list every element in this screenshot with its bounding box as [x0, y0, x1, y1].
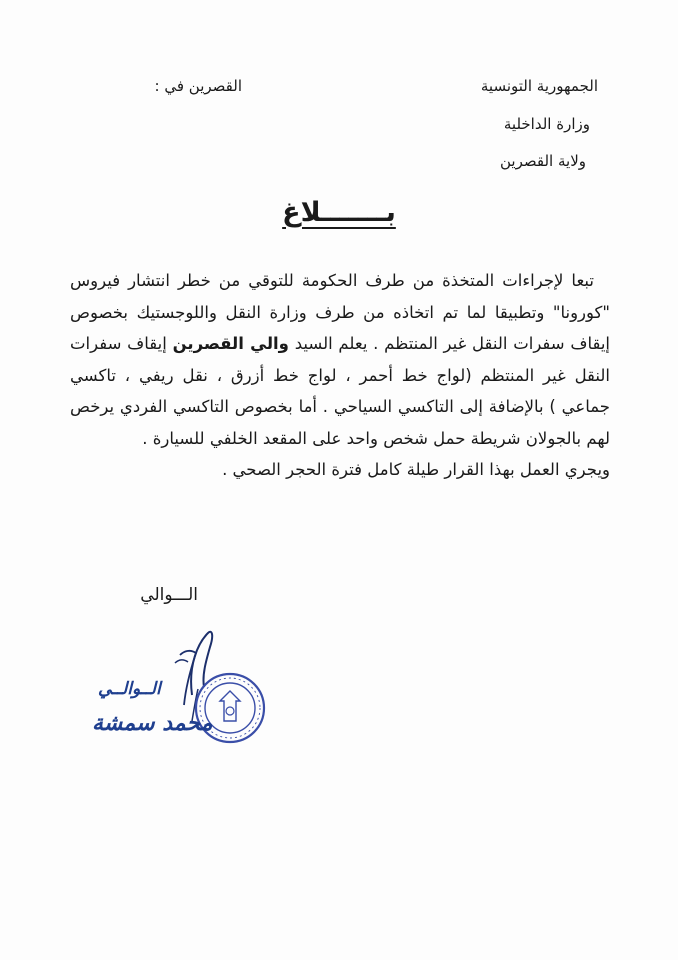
paragraph-text-2: إيقاف سفرات النقل غير المنتظم (لواج خط أحمر ، لواج خط أزرق ، نقل ريفي ، تاكسي جماعي ) بالإضافة إلى التاكسي السياحي . أما بخصوص التاكسي الفردي يرخص لهم بالجولان شريطة حمل شخص واحد على المقعد الخلفي للسيارة .: [70, 334, 610, 448]
stamp-caption-title: الــوالــي: [98, 679, 161, 699]
final-paragraph: ويجري العمل بهذا القرار طيلة كامل فترة الحجر الصحي .: [222, 460, 610, 479]
paragraph-text-1: تبعا لإجراءات المتخذة من طرف الحكومة للتوقي من خطر انتشار فيروس "كورونا" وتطبيقا لما تم اتخاذه من طرف وزارة النقل واللوجستيك بخصوص إيقاف سفرات النقل غير المنتظم . يعلم السيد: [70, 271, 611, 353]
signature-stroke: [175, 660, 188, 663]
closing-signature-title: الـــوالي: [140, 585, 198, 605]
signature-and-seal: [80, 625, 280, 750]
main-paragraph: [70, 265, 610, 454]
announcement-body: [70, 265, 610, 486]
governor-name: والي القصرين: [172, 334, 289, 353]
signature-stroke: [191, 632, 212, 695]
seal-emblem: [220, 691, 240, 721]
header-governorate: ولاية القصرين: [500, 152, 586, 170]
stamp-caption-name: محمد سمشة: [92, 711, 213, 736]
date-line: القصرين في :: [154, 77, 242, 95]
header-country: الجمهورية التونسية: [480, 77, 598, 95]
seal-emblem-detail: [226, 707, 234, 715]
document-title: بـــــــلاغ: [282, 197, 396, 228]
header-ministry: وزارة الداخلية: [503, 115, 590, 133]
